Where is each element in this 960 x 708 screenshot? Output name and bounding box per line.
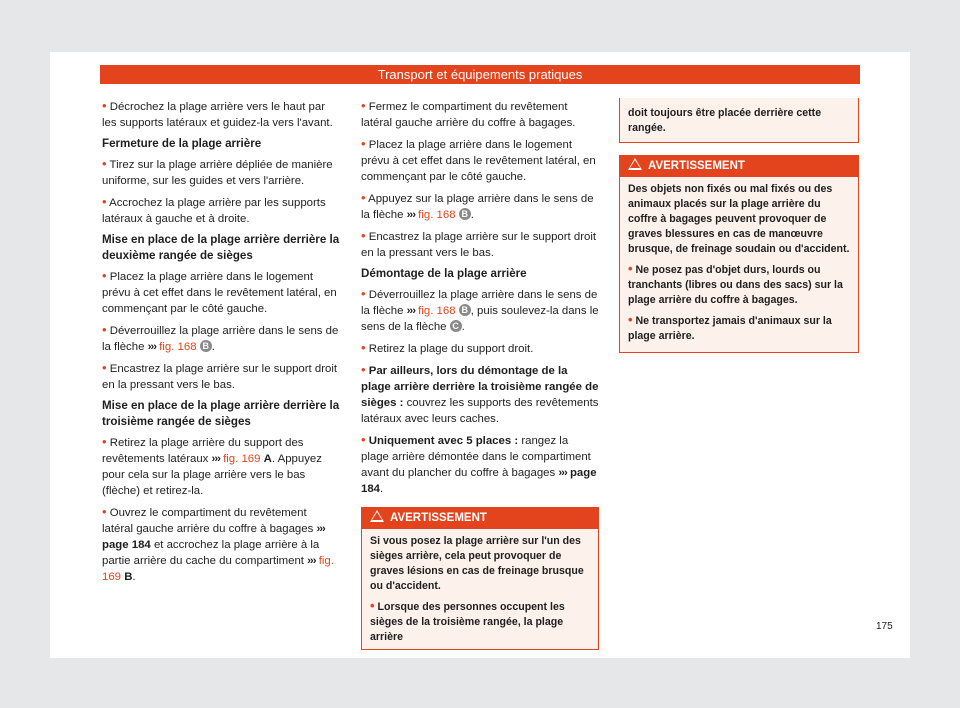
paragraph: • Appuyez sur la plage arrière dans le sens de la flèche ››› fig. 168 B . bbox=[361, 190, 594, 221]
paragraph: • Déverrouillez la plage arrière dans le sens de la flèche ››› fig. 168 B . bbox=[102, 322, 339, 353]
bullet-icon: • bbox=[361, 286, 366, 301]
column-3 bbox=[619, 98, 859, 353]
bullet-icon: • bbox=[361, 136, 366, 151]
paragraph: • Tirez sur la plage arrière dépliée de manière uniforme, sur les guides et vers l'arrière. bbox=[102, 156, 333, 187]
paragraph: • Encastrez la plage arrière sur le support droit en la pressant vers le bas. bbox=[102, 360, 338, 391]
paragraph: • Ouvrez le compartiment du revêtement latéral gauche arrière du coffre à bagages ››› page 184 et accrochez la plage arrière à la partie arrière du cache du compartiment ››› fig. 169 B. bbox=[102, 504, 334, 583]
paragraph: • Encastrez la plage arrière sur le support droit en la pressant vers le bas. bbox=[361, 228, 597, 259]
figure-link[interactable]: fig. 169 bbox=[102, 555, 334, 583]
paragraph: • Retirez la plage arrière du support des revêtements latéraux ››› fig. 169 A. Appuyez pour cela sur la plage arrière vers le bas (flèche) et retirez-la. bbox=[102, 434, 322, 497]
bullet-icon: • bbox=[628, 312, 633, 327]
subheading: Mise en place de la plage arrière derrière la deuxième rangée de sièges bbox=[102, 233, 340, 262]
bullet-icon: • bbox=[102, 268, 107, 283]
figure-link[interactable]: fig. 169 bbox=[223, 453, 261, 465]
paragraph: • Fermez le compartiment du revêtement latéral gauche arrière du coffre à bagages. bbox=[361, 98, 576, 129]
page-number: 175 bbox=[876, 621, 893, 632]
paragraph: • Décrochez la plage arrière vers le haut par les supports latéraux et guidez-la vers l'avant. bbox=[102, 98, 333, 129]
warning-box bbox=[361, 507, 599, 650]
bullet-icon: • bbox=[361, 98, 366, 113]
bullet-icon: • bbox=[361, 190, 366, 205]
page-link[interactable]: page 184 bbox=[102, 539, 151, 551]
warning-body: Si vous posez la plage arrière sur l'un des sièges arrière, cela peut provoquer de graves lésions en cas de freinage brusque ou d'accident. • Lorsque des personnes occupent les sièges de la troisième rangée, la plage arrière bbox=[370, 535, 584, 643]
badge-b: B bbox=[459, 208, 471, 220]
warning-triangle-icon bbox=[628, 158, 642, 170]
paragraph: • Retirez la plage du support droit. bbox=[361, 340, 534, 355]
bullet-icon: • bbox=[102, 504, 107, 519]
bullet-icon: • bbox=[102, 322, 107, 337]
bullet-icon: • bbox=[628, 261, 633, 276]
warning-box bbox=[619, 155, 859, 353]
column-1 bbox=[102, 98, 340, 590]
arrow-icon: ››› bbox=[406, 209, 415, 221]
bullet-icon: • bbox=[361, 362, 366, 377]
subheading: Mise en place de la plage arrière derrière la troisième rangée de sièges bbox=[102, 399, 340, 428]
paragraph: • Placez la plage arrière dans le logement prévu à cet effet dans le revêtement latéral, en commençant par le côté gauche. bbox=[102, 268, 337, 315]
arrow-icon: ››› bbox=[211, 453, 220, 465]
subheading: Fermeture de la plage arrière bbox=[102, 137, 262, 150]
badge-c: C bbox=[450, 320, 462, 332]
paragraph: • Par ailleurs, lors du démontage de la plage arrière derrière la troisième rangée de sièges : couvrez les supports des revêtements latéraux avec leurs caches. bbox=[361, 362, 599, 425]
paragraph: • Uniquement avec 5 places : rangez la plage arrière démontée dans le compartiment avant du plancher du coffre à bagages ››› page 184. bbox=[361, 432, 597, 495]
warning-header: AVERTISSEMENT bbox=[362, 508, 598, 529]
warning-triangle-icon bbox=[370, 510, 384, 522]
paragraph: • Déverrouillez la plage arrière dans le sens de la flèche ››› fig. 168 B , puis soulevez-la dans le sens de la flèche C . bbox=[361, 286, 599, 333]
page-link[interactable]: page 184 bbox=[361, 467, 597, 495]
arrow-icon: ››› bbox=[558, 467, 567, 479]
arrow-icon: ››› bbox=[147, 341, 156, 353]
figure-link[interactable]: fig. 168 bbox=[418, 209, 456, 221]
paragraph: • Accrochez la plage arrière par les supports latéraux à gauche et à droite. bbox=[102, 194, 326, 225]
bullet-icon: • bbox=[361, 432, 366, 447]
warning-header: AVERTISSEMENT bbox=[620, 156, 858, 177]
section-header: Transport et équipements pratiques bbox=[100, 65, 860, 84]
figure-link[interactable]: fig. 168 bbox=[418, 305, 456, 317]
bullet-icon: • bbox=[370, 598, 375, 613]
bullet-icon: • bbox=[102, 360, 107, 375]
arrow-icon: ››› bbox=[316, 523, 325, 535]
arrow-icon: ››› bbox=[406, 305, 415, 317]
badge-b: B bbox=[200, 340, 212, 352]
figure-link[interactable]: fig. 168 bbox=[159, 341, 197, 353]
subheading: Démontage de la plage arrière bbox=[361, 267, 527, 280]
bullet-icon: • bbox=[361, 228, 366, 243]
column-2 bbox=[361, 98, 599, 650]
arrow-icon: ››› bbox=[307, 555, 316, 567]
warning-body: Des objets non fixés ou mal fixés ou des animaux placés sur la plage arrière du coffre à bagages peuvent provoquer de graves blessures en cas de manœuvre brusque, de freinage soudain ou d'accident. • Ne posez pas d'objet durs, lourds ou tranchants (libres ou dans des sacs) sur la plage arrière du coffre à bagages. • Ne transportez jamais d'animaux sur la plage arrière. bbox=[628, 183, 850, 342]
bullet-icon: • bbox=[102, 156, 107, 171]
bullet-icon: • bbox=[361, 340, 366, 355]
warning-box-continued bbox=[619, 98, 859, 143]
warning-body: doit toujours être placée derrière cette rangée. bbox=[628, 107, 822, 134]
paragraph: • Placez la plage arrière dans le logement prévu à cet effet dans le revêtement latéral, en commençant par le côté gauche. bbox=[361, 136, 596, 183]
bullet-icon: • bbox=[102, 434, 107, 449]
badge-b: B bbox=[459, 304, 471, 316]
bullet-icon: • bbox=[102, 194, 107, 209]
bullet-icon: • bbox=[102, 98, 107, 113]
